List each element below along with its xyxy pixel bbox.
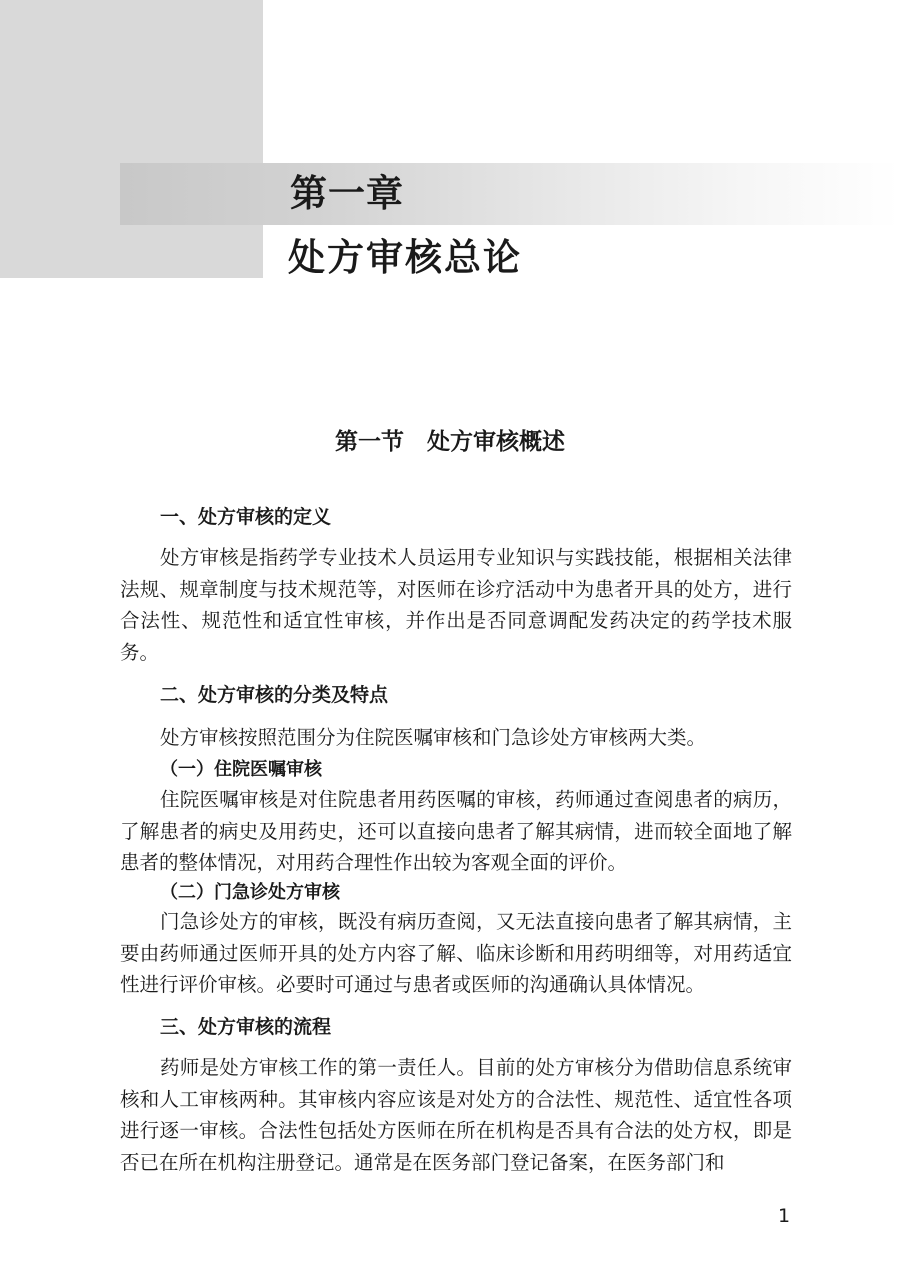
section-title: 第一节 处方审核概述 <box>335 428 565 455</box>
inpatient-heading: （一）住院医嘱审核 <box>160 759 322 780</box>
outpatient-paragraph: 门急诊处方的审核，既没有病历查阅，又无法直接向患者了解其病情，主要由药师通过医师开具的处方内容了解、临床诊断和用药明细等，对用药适宜性进行评价审核。必要时可通过与患者或医师的沟通确认具体情况。 <box>120 910 792 996</box>
chapter-label: 第一章 <box>290 172 404 215</box>
subsection-heading-definition: 一、处方审核的定义 <box>160 506 332 528</box>
page-number: 1 <box>778 1205 791 1227</box>
subsection-heading-process: 三、处方审核的流程 <box>160 1016 332 1038</box>
process-paragraph: 药师是处方审核工作的第一责任人。目前的处方审核分为借助信息系统审核和人工审核两种。其审核内容应该是对处方的合法性、规范性、适宜性各项进行逐一审核。合法性包括处方医师在所在机构是否具有合法的处方权，即是否已在所在机构注册登记。通常是在医务部门登记备案，在医务部门和 <box>120 1056 792 1174</box>
subsection-heading-classification: 二、处方审核的分类及特点 <box>160 684 389 706</box>
chapter-title-band <box>120 163 900 225</box>
chapter-corner-block <box>0 0 263 278</box>
inpatient-paragraph: 住院医嘱审核是对住院患者用药医嘱的审核，药师通过查阅患者的病历，了解患者的病史及用药史，还可以直接向患者了解其病情，进而较全面地了解患者的整体情况，对用药合理性作出较为客观全面的评价。 <box>120 788 792 874</box>
definition-paragraph: 处方审核是指药学专业技术人员运用专业知识与实践技能，根据相关法律法规、规章制度与技术规范等，对医师在诊疗活动中为患者开具的处方，进行合法性、规范性和适宜性审核，并作出是否同意调配发药决定的药学技术服务。 <box>120 546 792 664</box>
classification-intro: 处方审核按照范围分为住院医嘱审核和门急诊处方审核两大类。 <box>160 726 707 749</box>
chapter-title: 处方审核总论 <box>288 236 522 279</box>
outpatient-heading: （二）门急诊处方审核 <box>160 882 340 903</box>
